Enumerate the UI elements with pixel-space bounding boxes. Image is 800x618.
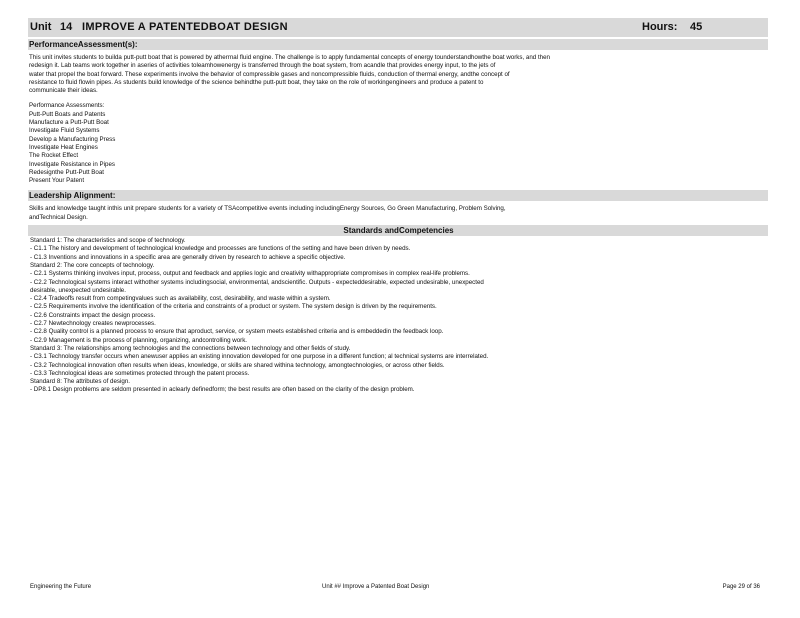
competency-line: - C1.3 Inventions and innovations in a specific area are generally driven by research to achieve a specific objective. (30, 253, 346, 261)
competency-line: - C3.2 Technological innovation often results when ideas, knowledge, or skills are shared withina technology, amongtechnologies, or across other fields. (30, 361, 445, 369)
unit-number: 14 (60, 21, 73, 33)
leadership-alignment-heading: Leadership Alignment: (28, 190, 768, 201)
description-line: This unit invites students to builda putt-putt boat that is powered by atherrnal fluid engine. The challenge is to apply fundamental concepts of energy tounderstandhowthe boat works, and then (29, 54, 550, 61)
unit-description (29, 54, 767, 95)
performance-assessment-heading: PerformanceAssessment(s): (28, 39, 768, 50)
hours-value: 45 (690, 21, 703, 33)
list-item: Develop a Manufacturing Press (29, 135, 116, 143)
unit-title: IMPROVE A PATENTEDBOAT DESIGN (82, 21, 288, 33)
standard-line: Standard 3: The relationships among technologies and the connections between technology and other fields of study. (30, 344, 351, 352)
list-item: Investigate Heat Engines (29, 143, 98, 151)
competency-line: - C2.1 Systems thinking involves input, process, output and feedback and applies logic and creativity withappropriate compromises in complex real-life problems. (30, 270, 470, 278)
document-page (28, 18, 768, 395)
list-item: Redesignthe Putt-Putt Boat (29, 168, 104, 176)
competency-line: - C2.8 Quality control is a planned process to ensure that aproduct, service, or system meets established criteria and is embeddedin the feedback loop. (30, 328, 444, 336)
unit-title-bar (28, 18, 768, 37)
standard-line: Standard 8: The attributes of design. (30, 378, 130, 386)
competency-line: - C3.3 Technological ideas are sometimes protected through the patent process. (30, 369, 250, 377)
list-heading: Performance Assessments: (29, 102, 105, 110)
competency-line: - C1.1 The history and development of technological knowledge and processes are functions of the setting and have been driven by needs. (30, 245, 411, 253)
competency-line: - DP8.1 Design problems are seldom presented in aclearly definedform; the best results are often based on the clarity of the design problem. (30, 386, 415, 394)
competency-line: - C3.1 Technology transfer occurs when anewuser applies an existing innovation developed for one purpose in a different function; al technical systems are interrelated. (30, 353, 489, 361)
standards-heading: Standards andCompetencies (28, 225, 768, 236)
footer-left: Engineering the Future (30, 584, 92, 590)
competency-line: - C2.5 Requirements involve the identification of the criteria and constraints of a product or system. The system design is driven by the requirements. (30, 303, 437, 311)
leadership-text (29, 205, 767, 222)
standard-line: Standard 2: The core concepts of technology. (30, 261, 155, 269)
description-line: redesign it. Lab teams work together in aseries of activities toleamhowenergy is transferred through the boat system, from acandle that provides energy input, to the jets of (29, 62, 496, 70)
description-line: communicate their ideas. (29, 87, 98, 95)
page-footer (30, 584, 770, 594)
footer-page-number: Page 29 of 36 (722, 584, 760, 590)
competency-line: - C2.9 Management is the process of planning, organizing, andcontrolling work. (30, 336, 248, 344)
competency-line: - C2.4 Tradeoffs result from competingvalues such as availability, cost, desirability, and waste within a system. (30, 295, 331, 303)
footer-middle: Unit ## Improve a Patented Boat Design (322, 584, 430, 590)
hours-label: Hours: (642, 21, 678, 33)
leadership-line: andTechnical Design. (29, 213, 88, 221)
list-item: Present Your Patent (29, 177, 85, 185)
list-item: Putt-Putt Boats and Patents (29, 110, 106, 118)
standards-list (28, 237, 768, 395)
competency-line: - C2.7 Newtechnology creates newprocesses. (30, 320, 156, 328)
competency-line: - C2.2 Technological systems interact withother systems includingsocial, environmental, andscientific. Outputs - expecteddesirable, expected undesirable, unexpected (30, 278, 484, 286)
description-line: resistance to fluid flowin pipes. As students build knowledge of the science behindthe putt-putt boat, they take on the role of workingengineers and produce a patent to (29, 78, 484, 86)
standard-line: Standard 1: The characteristics and scope of technology. (30, 237, 186, 245)
performance-assessment-list (29, 102, 767, 185)
list-item: Investigate Fluid Systems (29, 127, 100, 135)
list-item: Investigate Resistance in Pipes (29, 160, 115, 168)
list-item: The Rocket Effect (29, 152, 79, 160)
competency-line: desirable, unexpected undesirable. (30, 286, 126, 294)
leadership-line: Skills and knowledge taught inthis unit prepare students for a variety of TSAcompetitive events including includingEnergy Sources, Go Green Manufacturing, Problem Solving, (29, 205, 506, 213)
description-line: water that propel the boat forward. These experiments involve the behavior of compressible gases and noncompressible fluids, conduction of thermal energy, andthe concept of (29, 70, 510, 78)
unit-label: Unit (30, 21, 52, 33)
list-item: Manufacture a Putt-Putt Boat (29, 119, 109, 127)
competency-line: - C2.6 Constraints impact the design process. (30, 311, 156, 319)
